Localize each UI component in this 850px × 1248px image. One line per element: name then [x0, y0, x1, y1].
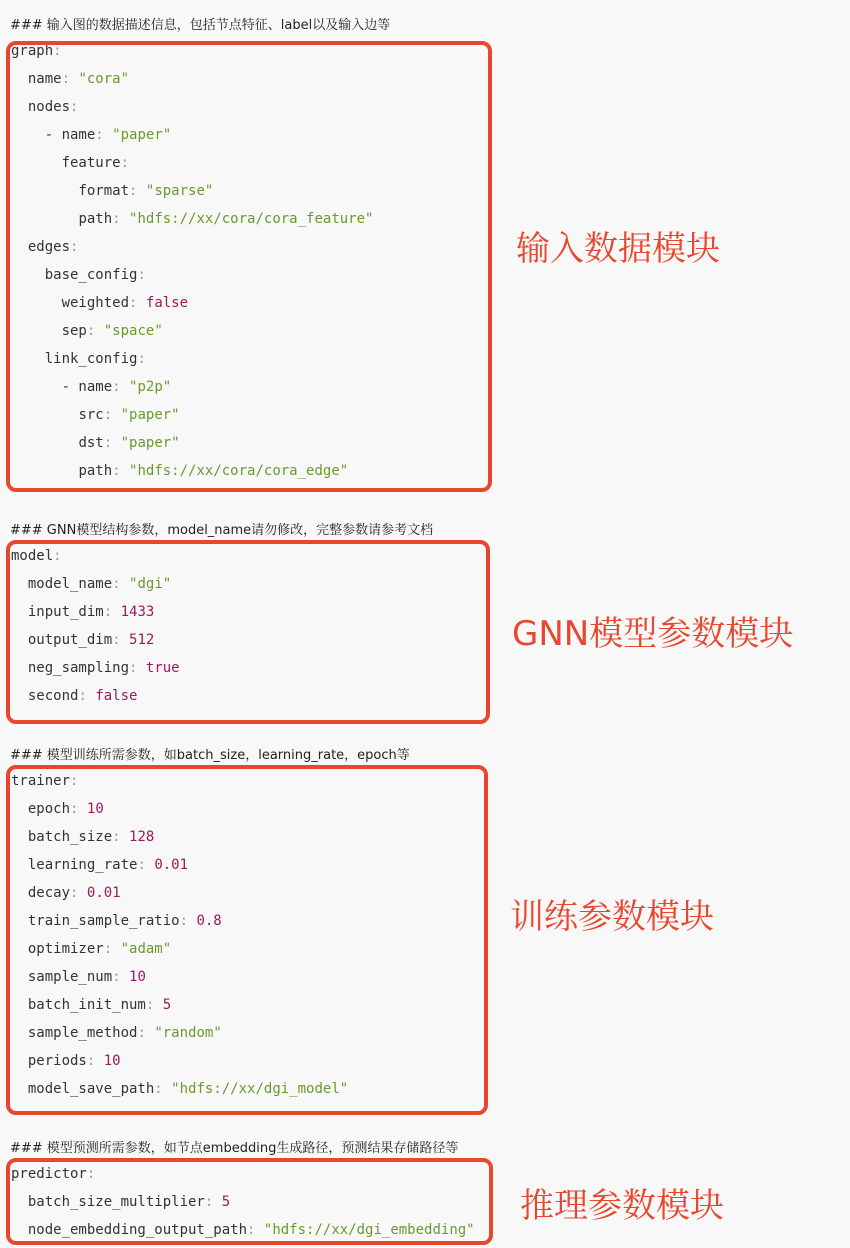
- colon: :: [129, 660, 138, 676]
- colon: :: [86, 1166, 96, 1182]
- yaml-key: epoch: [27, 801, 71, 817]
- yaml-value: false: [145, 295, 189, 311]
- yaml-value: true: [145, 660, 180, 676]
- colon: :: [103, 407, 113, 423]
- colon: :: [86, 1053, 96, 1069]
- yaml-key: input_dim: [27, 604, 104, 620]
- yaml-value: 10: [103, 1053, 121, 1069]
- yaml-key: format: [78, 183, 130, 199]
- yaml-value: "hdfs://xx/dgi_model": [171, 1081, 349, 1097]
- yaml-key: weighted: [61, 295, 130, 311]
- section-comment-input: ### 输入图的数据描述信息，包括节点特征、label以及输入边等: [10, 18, 391, 33]
- colon: :: [112, 576, 121, 592]
- yaml-key: sample_method: [27, 1025, 138, 1041]
- colon: :: [137, 351, 146, 367]
- yaml-value: "space": [103, 323, 163, 339]
- yaml-key: second: [27, 688, 79, 704]
- colon: :: [112, 632, 121, 648]
- colon: :: [112, 829, 121, 845]
- yaml-value: 0.8: [196, 913, 222, 929]
- colon: :: [103, 941, 113, 957]
- colon: :: [70, 801, 79, 817]
- yaml-key: sample_num: [27, 969, 113, 985]
- yaml-key: node_embedding_output_path: [27, 1222, 248, 1238]
- yaml-key: batch_size: [27, 829, 113, 845]
- yaml-key: learning_rate: [27, 857, 138, 873]
- yaml-value: "p2p": [129, 379, 172, 395]
- highlight-box-model: [6, 540, 490, 724]
- yaml-key: trainer: [11, 773, 71, 789]
- yaml-value: false: [95, 688, 138, 704]
- colon: :: [61, 71, 71, 87]
- colon: :: [103, 604, 113, 620]
- yaml-key: src: [78, 407, 104, 423]
- yaml-key: predictor: [11, 1166, 87, 1182]
- yaml-value: "cora": [78, 71, 130, 87]
- colon: :: [112, 969, 121, 985]
- yaml-key: feature: [61, 155, 121, 171]
- yaml-value: 5: [221, 1194, 231, 1210]
- yaml-value: 10: [129, 969, 146, 985]
- yaml-value: "adam": [120, 941, 172, 957]
- yaml-value: 0.01: [154, 857, 189, 873]
- yaml-key: edges: [27, 239, 71, 255]
- yaml-value: 10: [86, 801, 104, 817]
- annotation-input-module: 输入数据模块: [516, 229, 720, 269]
- yaml-key: train_sample_ratio: [27, 913, 180, 929]
- colon: :: [204, 1194, 214, 1210]
- highlight-box-input: [6, 41, 492, 492]
- yaml-value: 1433: [120, 604, 155, 620]
- colon: :: [112, 211, 121, 227]
- yaml-value: "dgi": [129, 576, 172, 592]
- yaml-key: decay: [27, 885, 71, 901]
- section-comment-model: ### GNN模型结构参数，model_name请勿修改，完整参数请参考文档: [10, 523, 434, 538]
- colon: :: [70, 885, 79, 901]
- colon: :: [137, 267, 146, 283]
- yaml-key: base_config: [44, 267, 138, 283]
- colon: :: [53, 43, 62, 59]
- highlight-box-trainer: [6, 765, 488, 1115]
- yaml-key: graph: [11, 43, 54, 59]
- yaml-key: output_dim: [27, 632, 113, 648]
- yaml-key: nodes: [27, 99, 71, 115]
- yaml-key: neg_sampling: [27, 660, 130, 676]
- yaml-value: 128: [129, 829, 155, 845]
- yaml-key: - name: [61, 379, 113, 395]
- highlight-box-predictor: [6, 1158, 493, 1245]
- colon: :: [95, 127, 104, 143]
- yaml-value: "hdfs://xx/cora/cora_edge": [129, 463, 349, 479]
- yaml-value: "paper": [120, 407, 180, 423]
- yaml-value: "sparse": [145, 183, 214, 199]
- colon: :: [70, 239, 79, 255]
- colon: :: [70, 773, 79, 789]
- yaml-key: - name: [44, 127, 96, 143]
- colon: :: [129, 183, 138, 199]
- yaml-key: model_save_path: [27, 1081, 155, 1097]
- yaml-key: link_config: [44, 351, 138, 367]
- yaml-key: model_name: [27, 576, 113, 592]
- colon: :: [78, 688, 87, 704]
- colon: :: [179, 913, 189, 929]
- colon: :: [70, 99, 79, 115]
- colon: :: [129, 295, 138, 311]
- yaml-value: 5: [162, 997, 172, 1013]
- yaml-key: optimizer: [27, 941, 104, 957]
- colon: :: [53, 548, 62, 564]
- yaml-key: path: [78, 211, 113, 227]
- colon: :: [154, 1081, 163, 1097]
- yaml-key: periods: [27, 1053, 87, 1069]
- annotation-trainer-module: 训练参数模块: [510, 897, 714, 937]
- section-comment-predictor: ### 模型预测所需参数，如节点embedding生成路径，预测结果存储路径等: [10, 1141, 459, 1156]
- colon: :: [137, 857, 146, 873]
- yaml-value: "paper": [112, 127, 172, 143]
- colon: :: [137, 1025, 146, 1041]
- yaml-key: name: [27, 71, 62, 87]
- yaml-value: 512: [129, 632, 155, 648]
- colon: :: [86, 323, 96, 339]
- colon: :: [112, 463, 121, 479]
- yaml-value: "random": [154, 1025, 222, 1041]
- annotation-model-module: GNN模型参数模块: [512, 614, 794, 654]
- yaml-key: batch_size_multiplier: [27, 1194, 205, 1210]
- yaml-key: batch_init_num: [27, 997, 146, 1013]
- annotation-predictor-module: 推理参数模块: [520, 1186, 724, 1226]
- yaml-value: "paper": [120, 435, 180, 451]
- yaml-key: sep: [61, 323, 87, 339]
- section-comment-trainer: ### 模型训练所需参数，如batch_size，learning_rate，epoch等: [10, 748, 410, 763]
- yaml-value: 0.01: [86, 885, 121, 901]
- colon: :: [120, 155, 130, 171]
- colon: :: [145, 997, 155, 1013]
- yaml-key: dst: [78, 435, 104, 451]
- yaml-key: path: [78, 463, 113, 479]
- colon: :: [112, 379, 121, 395]
- colon: :: [247, 1222, 256, 1238]
- yaml-key: model: [11, 548, 54, 564]
- colon: :: [103, 435, 113, 451]
- yaml-value: "hdfs://xx/dgi_embedding": [263, 1222, 475, 1238]
- yaml-value: "hdfs://xx/cora/cora_feature": [129, 211, 374, 227]
